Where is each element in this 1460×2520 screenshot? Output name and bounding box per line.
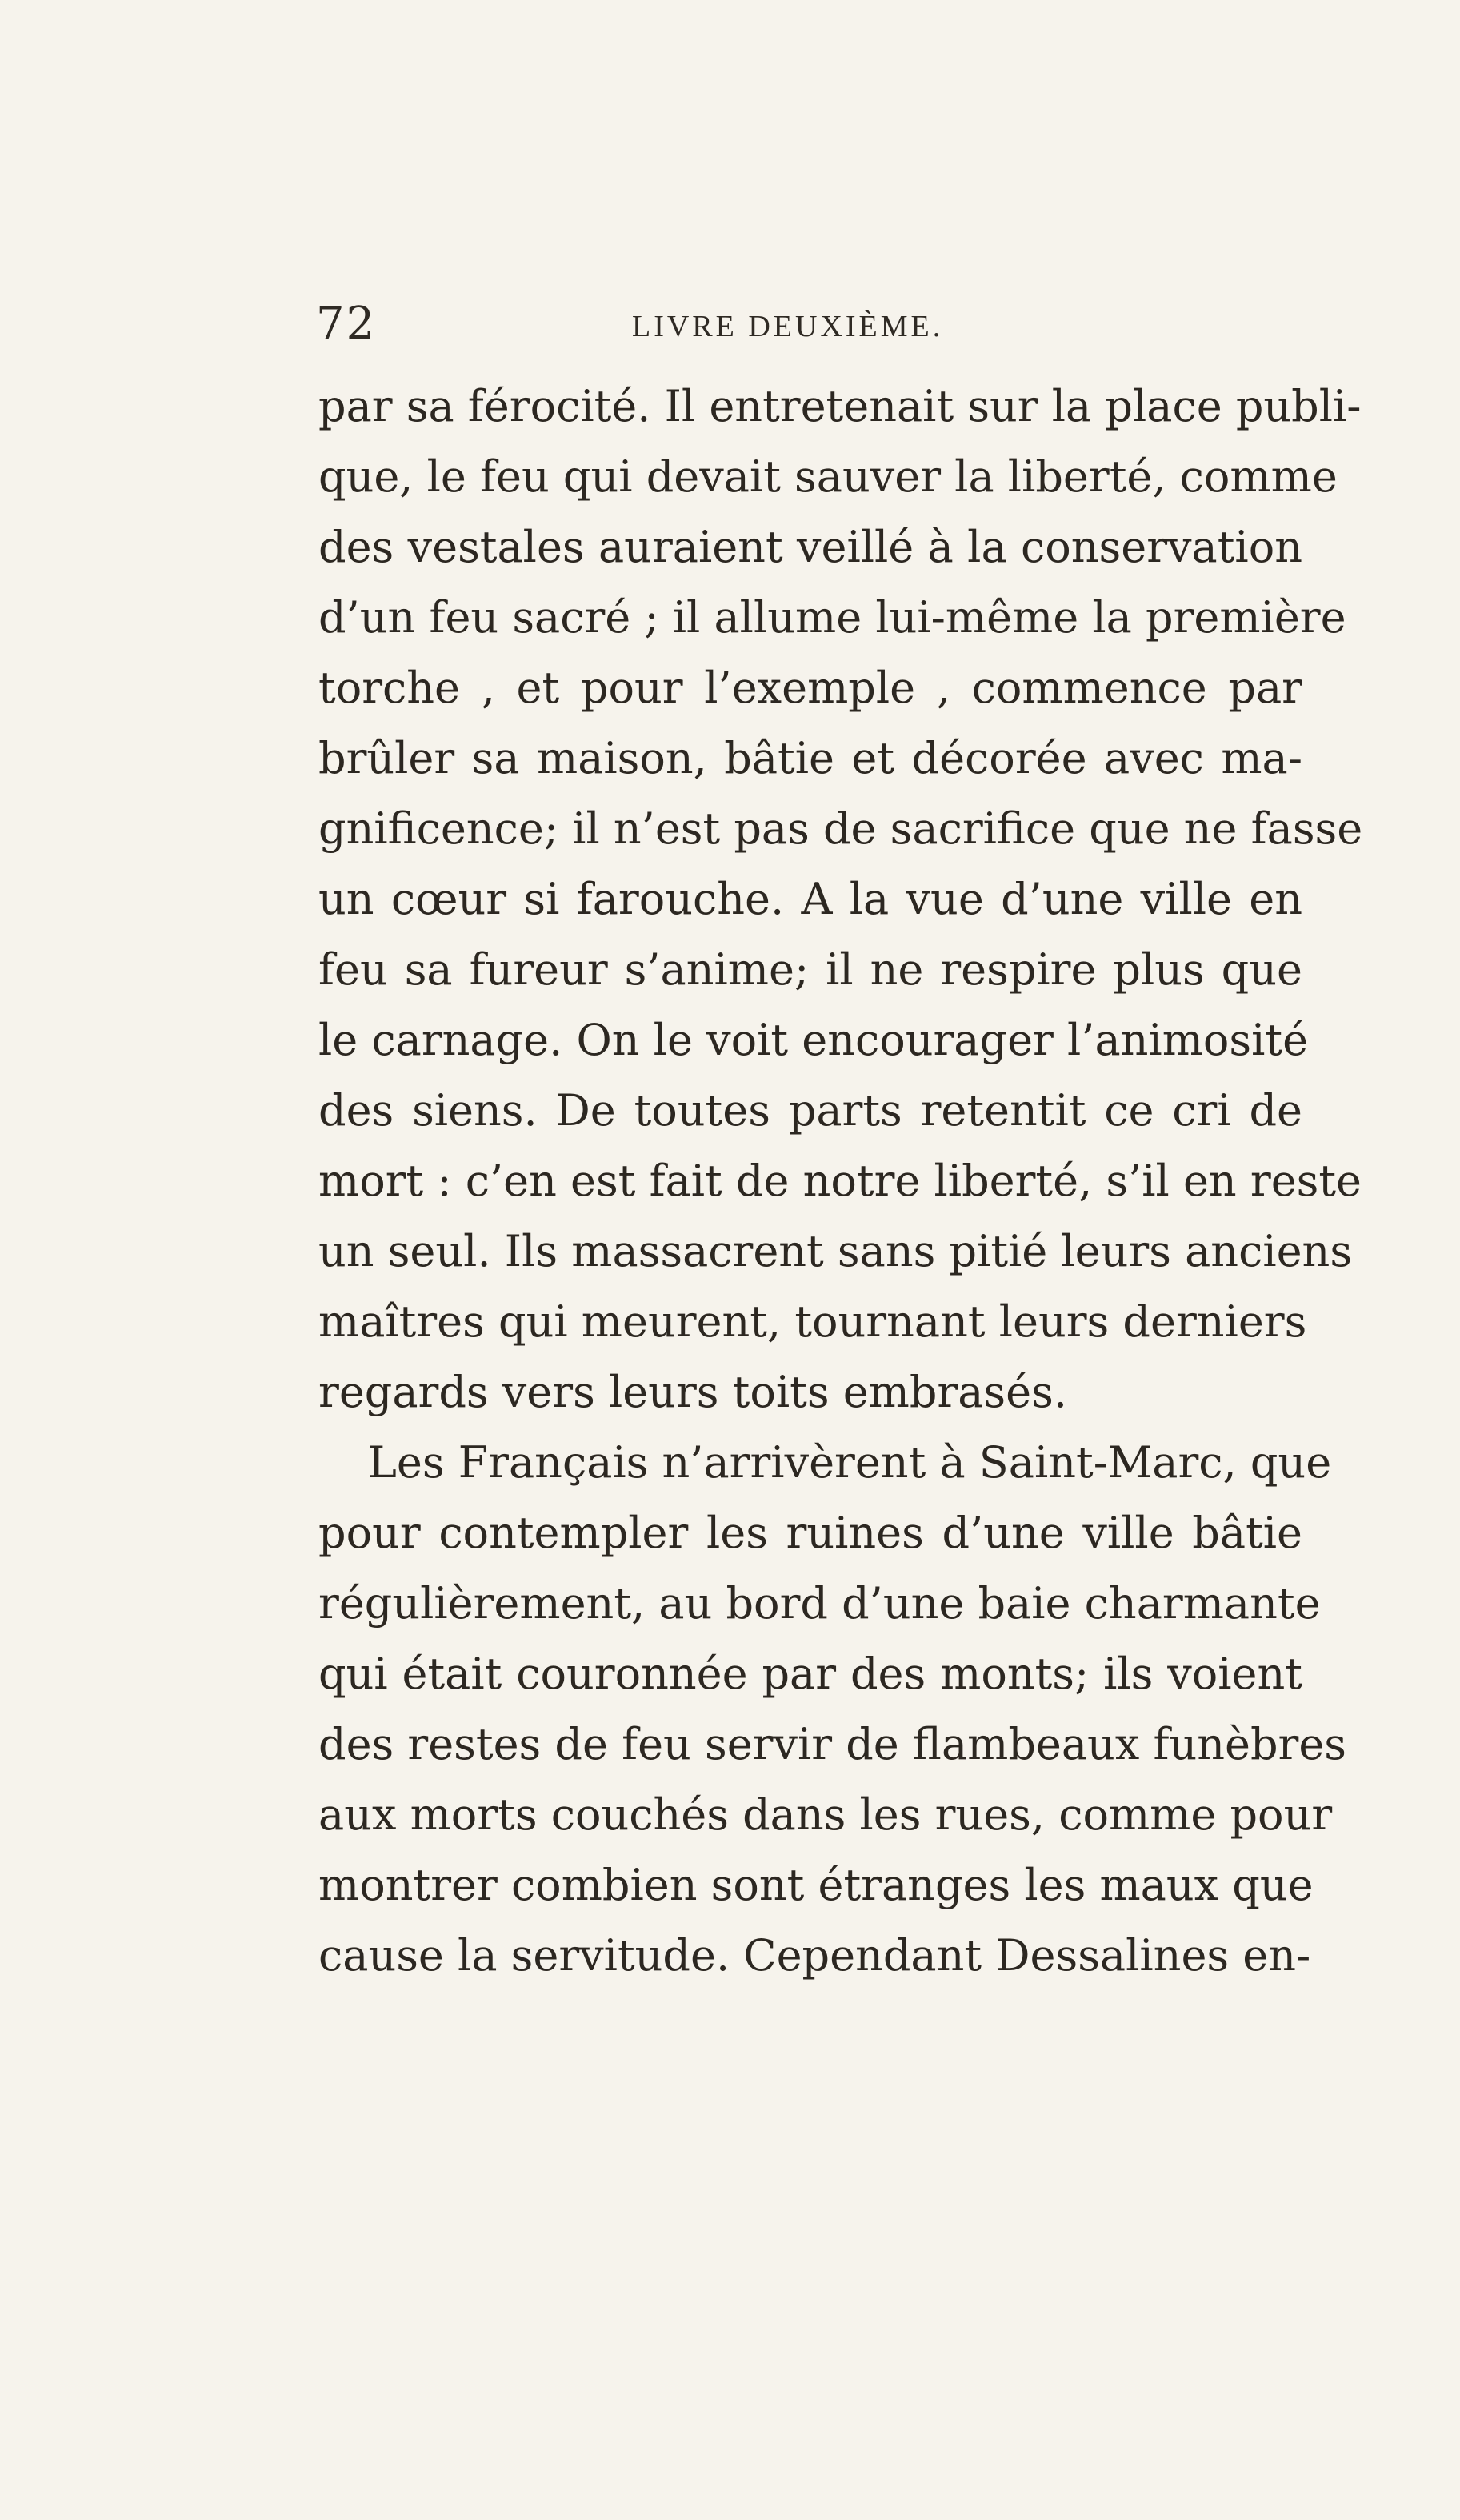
text-line: régulièrement, au bord d’une baie charmante <box>318 1578 1321 1629</box>
page-header <box>316 298 1300 362</box>
text-line: montrer combien sont étranges les maux que <box>318 1860 1314 1910</box>
text-line: des restes de feu servir de flambeaux funèbres <box>318 1719 1347 1769</box>
text-line: pour contempler les ruines d’une ville bâtie <box>318 1508 1302 1558</box>
text-line: regards vers leurs toits embrasés. <box>318 1367 1067 1417</box>
text-line: maîtres qui meurent, tournant leurs derniers <box>318 1296 1307 1347</box>
body-text <box>318 371 1363 1991</box>
running-head: LIVRE DEUXIÈME. <box>632 310 944 343</box>
text-line: torche , et pour l’exemple , commence par <box>318 663 1302 713</box>
text-line: des vestales auraient veillé à la conservation <box>318 522 1302 572</box>
text-line: Les Français n’arrivèrent à Saint-Marc, que <box>368 1437 1332 1488</box>
text-line: un cœur si farouche. A la vue d’une ville en <box>318 874 1302 924</box>
text-line: des siens. De toutes parts retentit ce cri de <box>318 1085 1302 1136</box>
text-line: mort : c’en est fait de notre liberté, s’il en reste <box>318 1156 1362 1206</box>
text-line: un seul. Ils massacrent sans pitié leurs anciens <box>318 1226 1353 1276</box>
text-line: aux morts couchés dans les rues, comme pour <box>318 1789 1333 1840</box>
text-line: gnificence; il n’est pas de sacrifice que ne fasse <box>318 803 1363 854</box>
text-line: le carnage. On le voit encourager l’animosité <box>318 1015 1309 1065</box>
text-line: cause la servitude. Cependant Dessalines en- <box>318 1930 1311 1981</box>
text-line: qui était couronnée par des monts; ils voient <box>318 1649 1302 1699</box>
text-line: brûler sa maison, bâtie et décorée avec ma- <box>318 733 1302 783</box>
text-line: d’un feu sacré ; il allume lui-même la première <box>318 592 1346 643</box>
text-line: que, le feu qui devait sauver la liberté, comme <box>318 451 1338 502</box>
page-number: 72 <box>316 298 377 350</box>
text-line: feu sa fureur s’anime; il ne respire plus que <box>318 944 1302 995</box>
text-line: par sa férocité. Il entretenait sur la place publi- <box>318 381 1362 431</box>
